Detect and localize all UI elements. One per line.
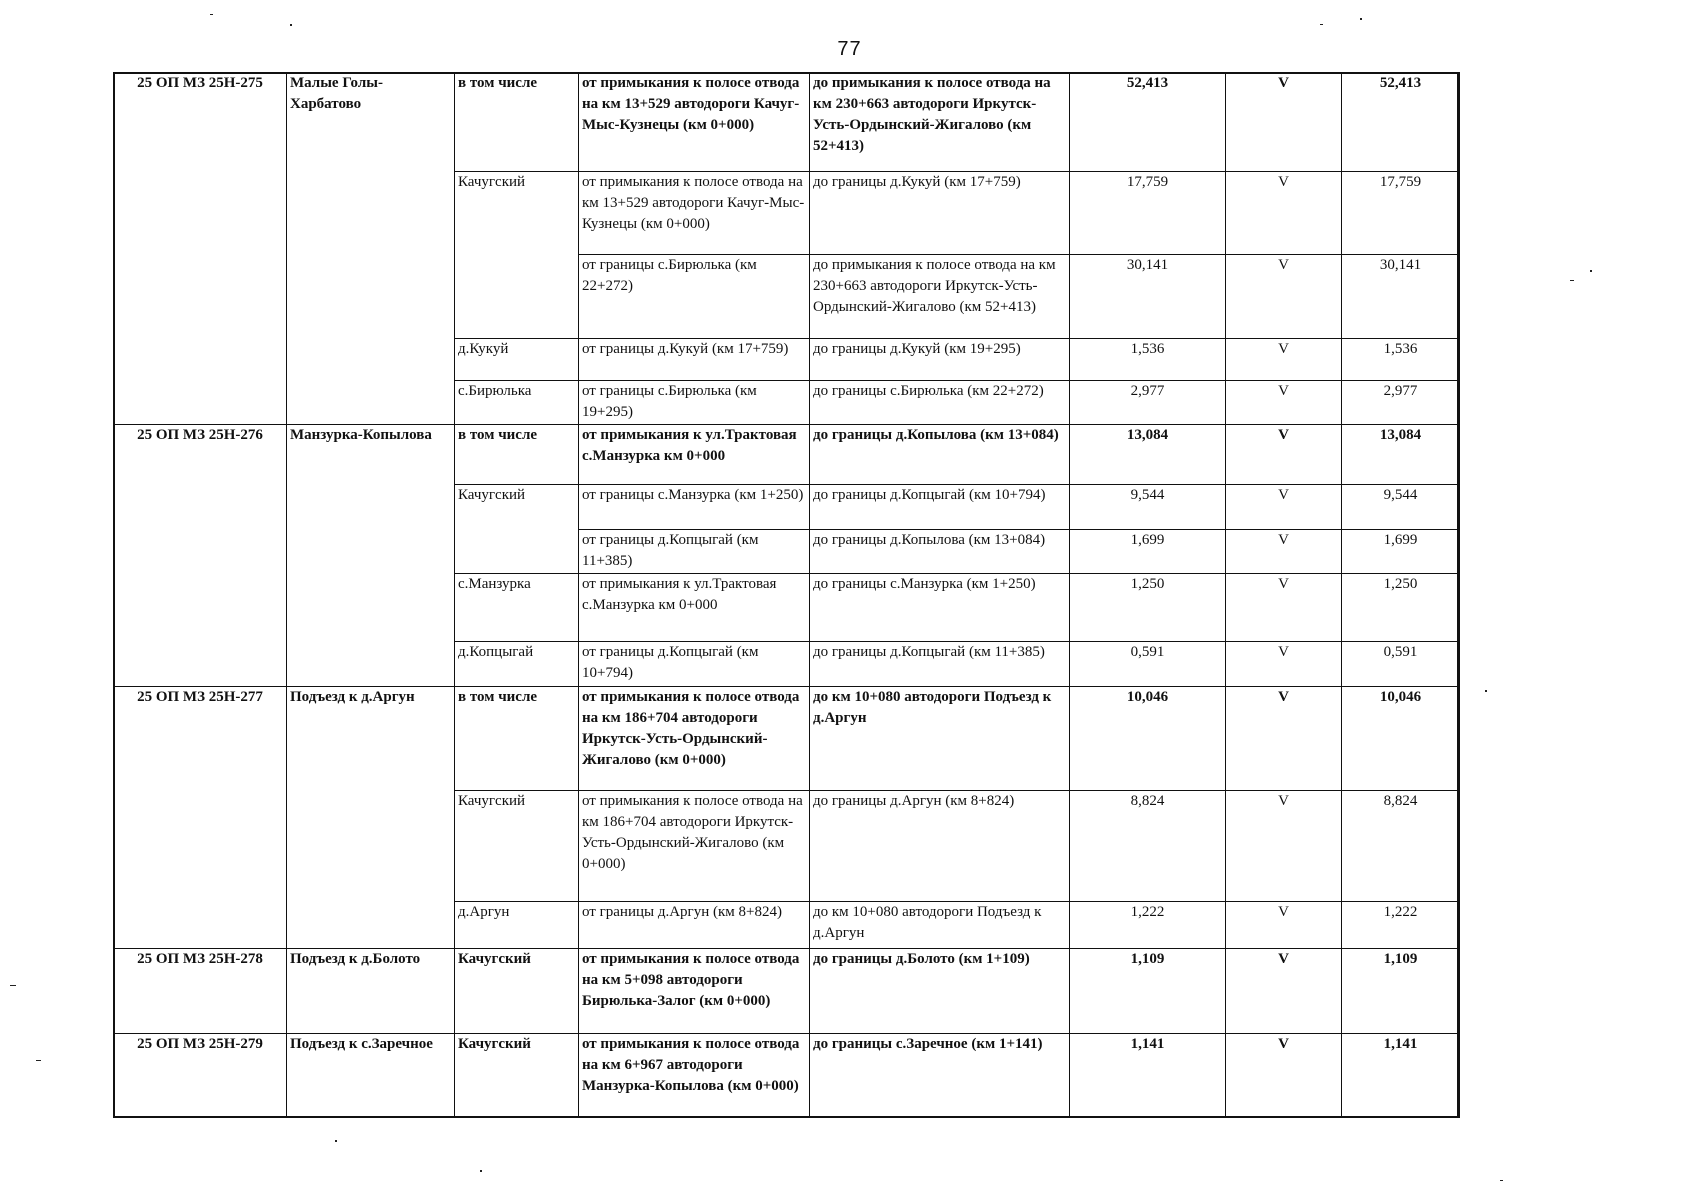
- total-length: 1,222: [1342, 902, 1460, 948]
- total-length: 8,824: [1342, 791, 1460, 902]
- length-km: 1,109: [1070, 948, 1226, 1033]
- section-end: до границы д.Копылова (км 13+084): [810, 425, 1070, 485]
- scan-speck: [335, 1140, 337, 1142]
- section-start: от границы с.Бирюлька (км 19+295): [579, 380, 810, 424]
- table-row: [114, 1033, 1460, 1117]
- scan-speck: [1485, 690, 1487, 692]
- section-end: до км 10+080 автодороги Подъезд к д.Аргун: [810, 902, 1070, 948]
- section-end: до границы д.Кукуй (км 19+295): [810, 338, 1070, 380]
- road-category: V: [1226, 948, 1342, 1033]
- section-start: от примыкания к полосе отвода на км 186+704 автодороги Иркутск-Усть-Ордынский-Жигалово (км 0+000): [579, 686, 810, 791]
- length-km: 1,699: [1070, 529, 1226, 573]
- road-code: 25 ОП МЗ 25Н-275: [114, 73, 287, 425]
- table-row: [114, 686, 1460, 791]
- section-start: от границы с.Бирюлька (км 22+272): [579, 254, 810, 338]
- section-end: до границы с.Манзурка (км 1+250): [810, 573, 1070, 641]
- section-start: от границы д.Кукуй (км 17+759): [579, 338, 810, 380]
- length-km: 13,084: [1070, 425, 1226, 485]
- table-row: [114, 425, 1460, 485]
- roads-table: [113, 72, 1460, 1118]
- total-length: 1,250: [1342, 573, 1460, 641]
- total-length: 13,084: [1342, 425, 1460, 485]
- total-length: 1,141: [1342, 1033, 1460, 1117]
- district-cell: д.Копцыгай: [455, 641, 579, 686]
- road-category: V: [1226, 380, 1342, 424]
- length-km: 1,536: [1070, 338, 1226, 380]
- section-end: до границы д.Копцыгай (км 10+794): [810, 484, 1070, 529]
- scan-speck: [1320, 24, 1323, 25]
- road-category: V: [1226, 338, 1342, 380]
- district-cell: Качугский: [455, 1033, 579, 1117]
- road-category: V: [1226, 484, 1342, 529]
- scan-speck: [36, 1060, 41, 1061]
- length-km: 8,824: [1070, 791, 1226, 902]
- section-end: до границы с.Заречное (км 1+141): [810, 1033, 1070, 1117]
- road-code: 25 ОП МЗ 25Н-278: [114, 948, 287, 1033]
- scan-speck: [290, 24, 292, 26]
- section-end: до границы д.Кукуй (км 17+759): [810, 171, 1070, 254]
- length-km: 10,046: [1070, 686, 1226, 791]
- road-name: Подъезд к с.Заречное: [287, 1033, 455, 1117]
- length-km: 1,250: [1070, 573, 1226, 641]
- road-category: V: [1226, 425, 1342, 485]
- table-row: [114, 73, 1460, 172]
- total-length: 1,699: [1342, 529, 1460, 573]
- roads-table-container: [113, 72, 1459, 1118]
- section-start: от границы с.Манзурка (км 1+250): [579, 484, 810, 529]
- section-start: от границы д.Копцыгай (км 11+385): [579, 529, 810, 573]
- district-cell: в том числе: [455, 73, 579, 172]
- district-cell: Качугский: [455, 948, 579, 1033]
- length-km: 17,759: [1070, 171, 1226, 254]
- road-category: V: [1226, 171, 1342, 254]
- length-km: 2,977: [1070, 380, 1226, 424]
- total-length: 9,544: [1342, 484, 1460, 529]
- district-cell: с.Манзурка: [455, 573, 579, 641]
- district-cell: Качугский: [455, 791, 579, 902]
- section-start: от примыкания к полосе отвода на км 13+529 автодороги Качуг-Мыс-Кузнецы (км 0+000): [579, 171, 810, 254]
- road-category: V: [1226, 529, 1342, 573]
- scan-speck: [480, 1170, 482, 1172]
- road-name: Малые Голы-Харбатово: [287, 73, 455, 425]
- length-km: 0,591: [1070, 641, 1226, 686]
- total-length: 17,759: [1342, 171, 1460, 254]
- length-km: 9,544: [1070, 484, 1226, 529]
- section-start: от примыкания к полосе отвода на км 186+704 автодороги Иркутск-Усть-Ордынский-Жигалово (км 0+000): [579, 791, 810, 902]
- total-length: 0,591: [1342, 641, 1460, 686]
- road-code: 25 ОП МЗ 25Н-277: [114, 686, 287, 948]
- section-end: до границы с.Бирюлька (км 22+272): [810, 380, 1070, 424]
- total-length: 10,046: [1342, 686, 1460, 791]
- section-end: до границы д.Аргун (км 8+824): [810, 791, 1070, 902]
- road-category: V: [1226, 641, 1342, 686]
- table-row: [114, 948, 1460, 1033]
- total-length: 52,413: [1342, 73, 1460, 172]
- total-length: 30,141: [1342, 254, 1460, 338]
- district-cell: с.Бирюлька: [455, 380, 579, 424]
- road-name: Манзурка-Копылова: [287, 425, 455, 687]
- section-end: до примыкания к полосе отвода на км 230+663 автодороги Иркутск-Усть-Ордынский-Жигалово (км 52+413): [810, 73, 1070, 172]
- section-end: до границы д.Копцыгай (км 11+385): [810, 641, 1070, 686]
- section-start: от границы д.Копцыгай (км 10+794): [579, 641, 810, 686]
- district-cell: Качугский: [455, 484, 579, 573]
- section-start: от границы д.Аргун (км 8+824): [579, 902, 810, 948]
- section-start: от примыкания к полосе отвода на км 13+529 автодороги Качуг-Мыс-Кузнецы (км 0+000): [579, 73, 810, 172]
- total-length: 1,536: [1342, 338, 1460, 380]
- road-category: V: [1226, 254, 1342, 338]
- scan-speck: [1590, 270, 1592, 272]
- section-start: от примыкания к полосе отвода на км 5+098 автодороги Бирюлька-Залог (км 0+000): [579, 948, 810, 1033]
- road-category: V: [1226, 573, 1342, 641]
- scan-speck: [1500, 1180, 1503, 1181]
- section-start: от примыкания к ул.Трактовая с.Манзурка км 0+000: [579, 425, 810, 485]
- length-km: 1,222: [1070, 902, 1226, 948]
- section-end: до км 10+080 автодороги Подъезд к д.Аргун: [810, 686, 1070, 791]
- page-number: 77: [837, 38, 862, 60]
- section-start: от примыкания к ул.Трактовая с.Манзурка км 0+000: [579, 573, 810, 641]
- section-end: до примыкания к полосе отвода на км 230+663 автодороги Иркутск-Усть-Ордынский-Жигалово (км 52+413): [810, 254, 1070, 338]
- section-end: до границы д.Болото (км 1+109): [810, 948, 1070, 1033]
- district-cell: д.Аргун: [455, 902, 579, 948]
- district-cell: в том числе: [455, 686, 579, 791]
- total-length: 2,977: [1342, 380, 1460, 424]
- road-category: V: [1226, 1033, 1342, 1117]
- scan-speck: [10, 985, 16, 986]
- road-name: Подъезд к д.Аргун: [287, 686, 455, 948]
- road-code: 25 ОП МЗ 25Н-279: [114, 1033, 287, 1117]
- scan-speck: [1360, 18, 1362, 20]
- length-km: 30,141: [1070, 254, 1226, 338]
- total-length: 1,109: [1342, 948, 1460, 1033]
- district-cell: д.Кукуй: [455, 338, 579, 380]
- road-name: Подъезд к д.Болото: [287, 948, 455, 1033]
- road-category: V: [1226, 686, 1342, 791]
- road-code: 25 ОП МЗ 25Н-276: [114, 425, 287, 687]
- section-start: от примыкания к полосе отвода на км 6+967 автодороги Манзурка-Копылова (км 0+000): [579, 1033, 810, 1117]
- road-category: V: [1226, 902, 1342, 948]
- section-end: до границы д.Копылова (км 13+084): [810, 529, 1070, 573]
- scan-speck: [210, 14, 213, 15]
- length-km: 1,141: [1070, 1033, 1226, 1117]
- road-category: V: [1226, 791, 1342, 902]
- district-cell: в том числе: [455, 425, 579, 485]
- road-category: V: [1226, 73, 1342, 172]
- scan-speck: [1570, 280, 1574, 281]
- district-cell: Качугский: [455, 171, 579, 338]
- length-km: 52,413: [1070, 73, 1226, 172]
